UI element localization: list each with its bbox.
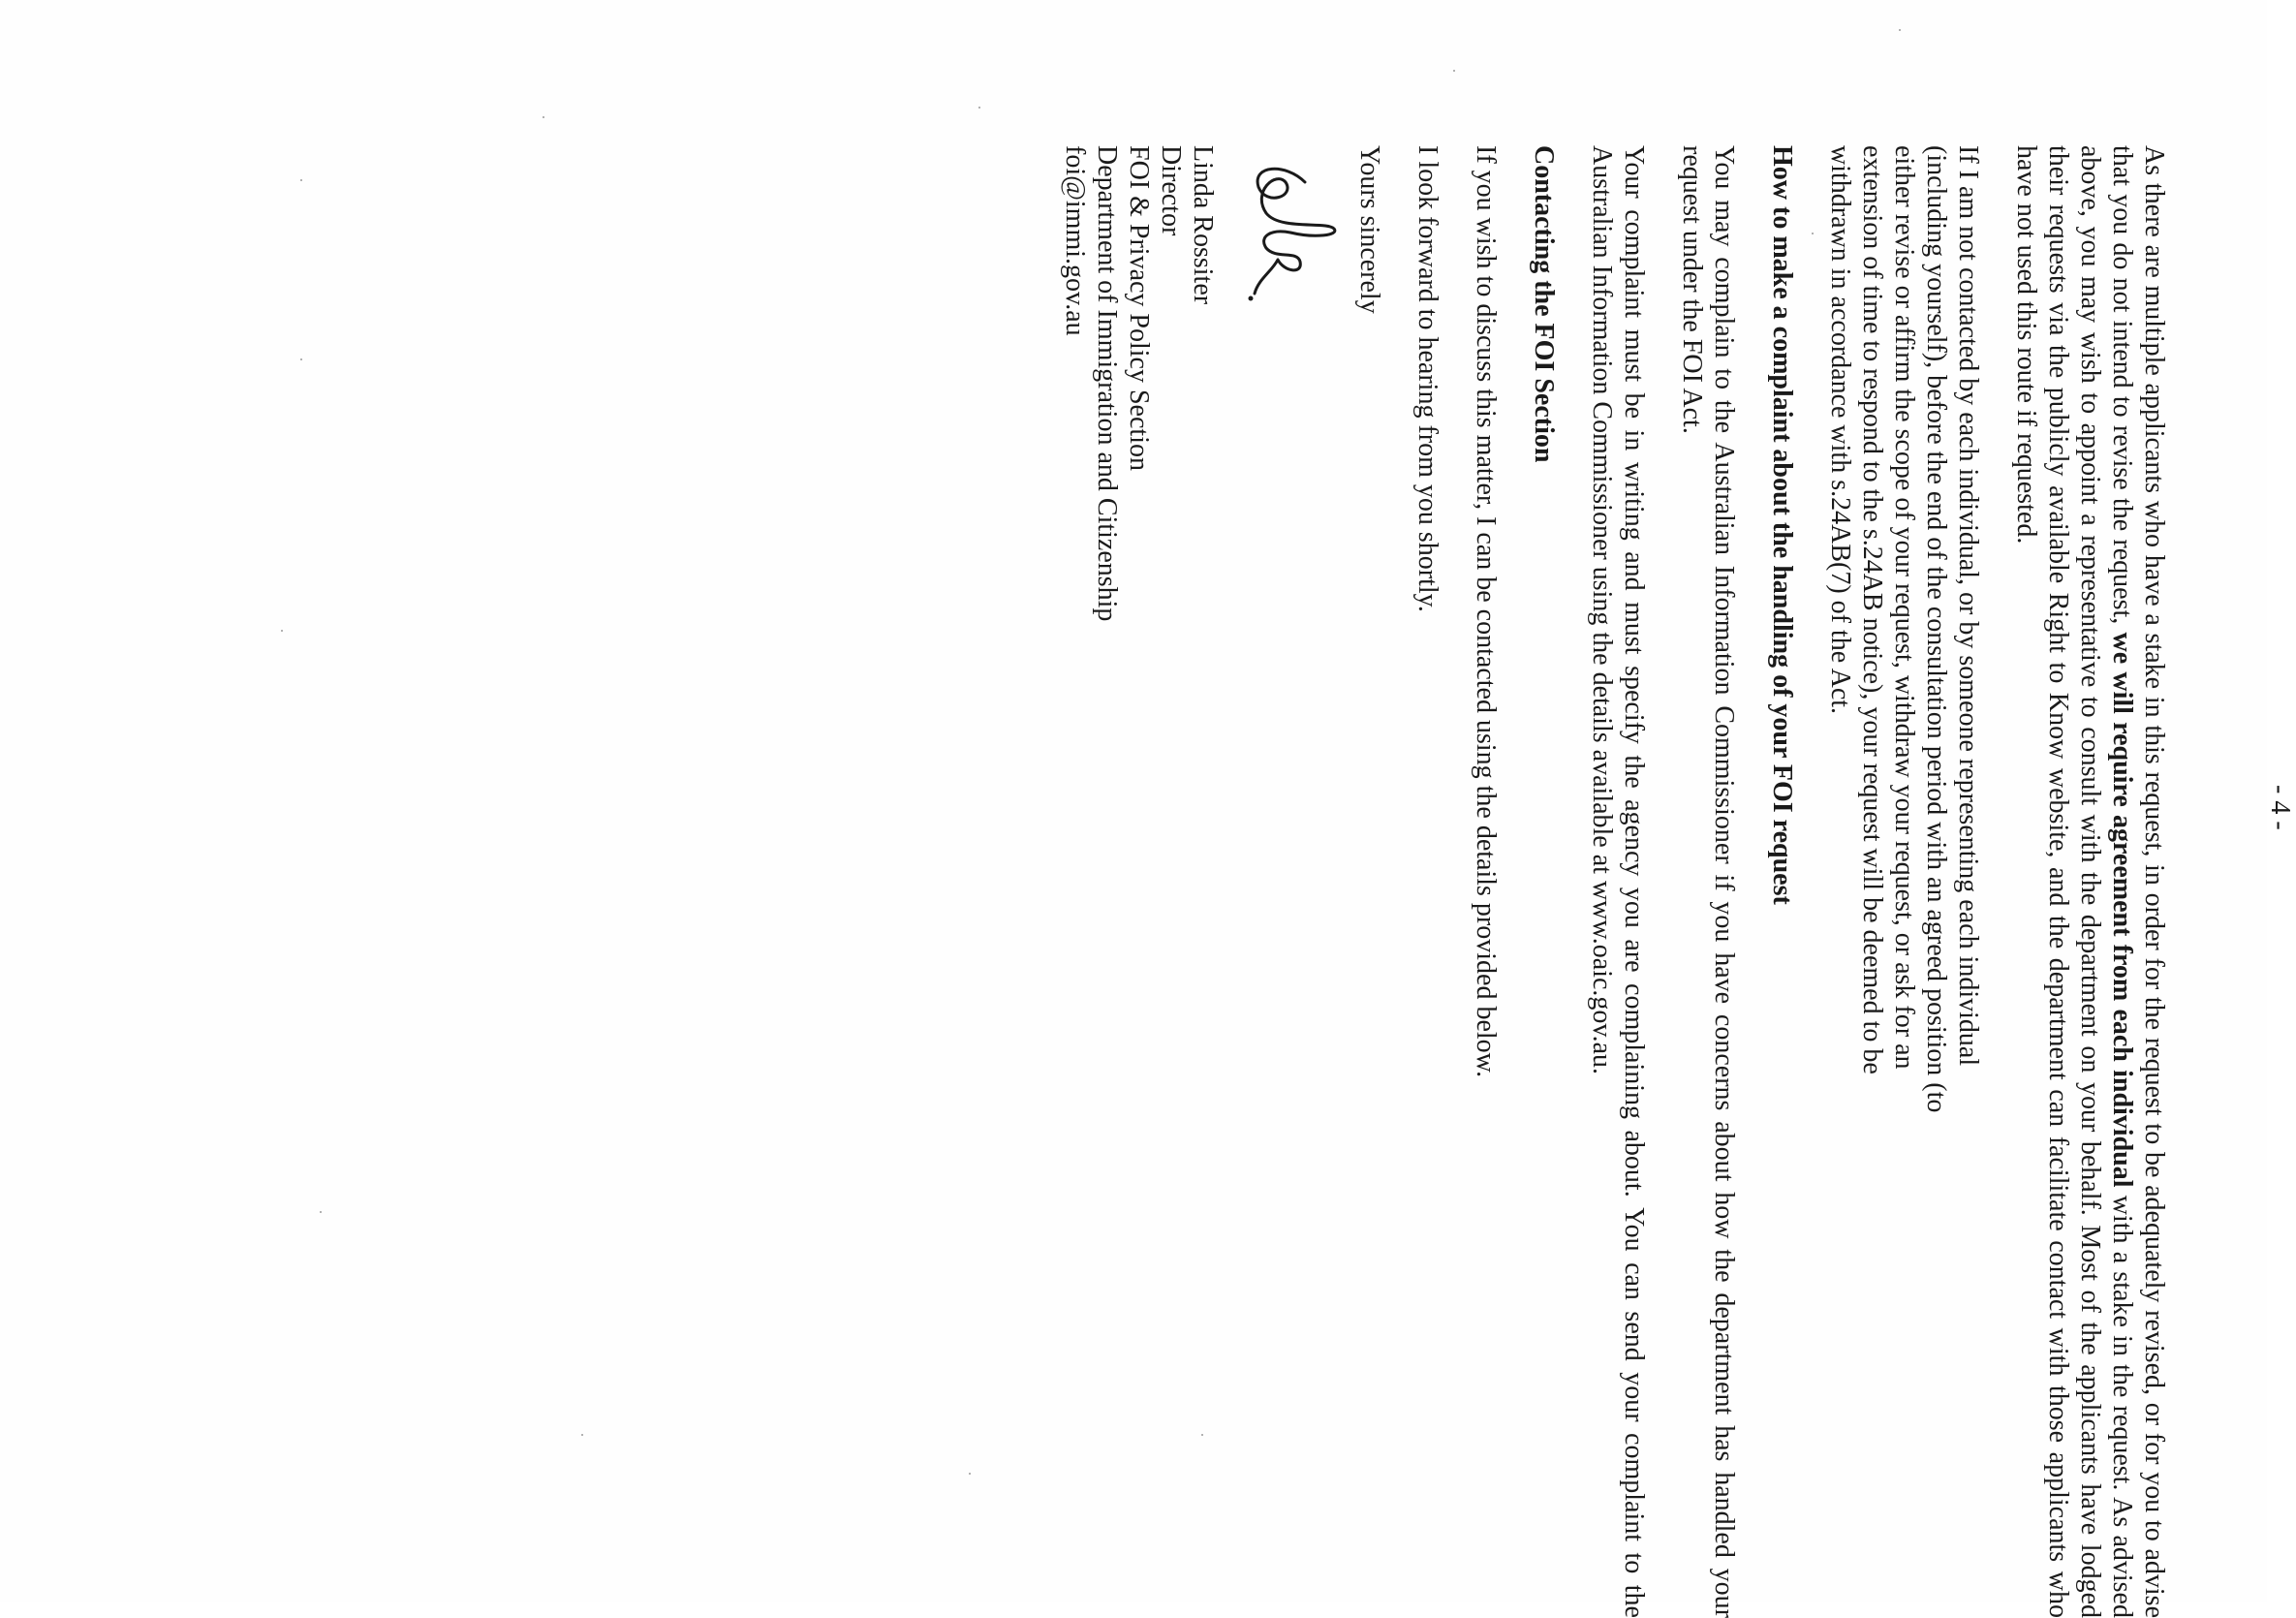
scan-speck (978, 107, 980, 109)
text-line: extension of time to respond to the s.24AB notice), your request will be deemed to be (1857, 145, 1887, 1074)
scan-speck (300, 358, 302, 360)
stake-text-bold: we will require agreement from each individual (2107, 632, 2137, 1188)
paragraph-complain: You may complain to the Australian Information Commissioner if you have concerns about how the department has handled your request under the FOI Act. (1677, 145, 1739, 1618)
scan-speck (969, 1473, 971, 1475)
signatory-section: FOI & Privacy Policy Section (1124, 145, 1154, 471)
heading-contact: Contacting the FOI Section (1529, 145, 1559, 463)
paragraph-complaint-writing: Your complaint must be in writing and must specify the agency you are complaining about. You can send your complaint to the Australian Information Commissioner using the details available at www.oaic.gov.au. (1587, 145, 1649, 1618)
paragraph-multiple-applicants (2010, 145, 2170, 1618)
scan-speck (1201, 1434, 1203, 1436)
scan-speck (1453, 70, 1455, 72)
text-line: (including yourself), before the end of the consultation period with an agreed position (to (1921, 145, 1951, 1113)
closing-salutation: Yours sincerely (1354, 145, 1384, 314)
text-line: withdrawn in accordance with s.24AB(7) of the Act. (1825, 145, 1855, 715)
signatory-title: Director (1156, 145, 1186, 236)
paragraph-discuss: If you wish to discuss this matter, I can be contacted using the details provided below. (1471, 145, 1501, 1078)
paragraph-look-forward: I look forward to hearing from you shortly. (1412, 145, 1443, 612)
scan-speck (300, 179, 302, 181)
scan-speck (1899, 29, 1901, 31)
scan-speck (1812, 233, 1814, 234)
text-line: either revise or affirm the scope of your request, withdraw your request, or ask for an (1889, 145, 1919, 1070)
signature-block (1059, 145, 1219, 1618)
signatory-department: Department of Immigration and Citizenship (1092, 145, 1122, 622)
stake-text-end: with a stake in the request. As advised above, you may wish to appoint a representative to consult with the department on your behalf. Most of the applicants have lodged their requests via the publicly available Right to Know website, and the department can facilitate contact with those applicants who have not used this route if requested. (2011, 145, 2137, 1618)
signatory-name: Linda Rossiter (1188, 145, 1218, 305)
scan-speck (281, 630, 283, 632)
paragraph-not-contacted (1824, 145, 1984, 1618)
scan-speck (581, 1434, 583, 1436)
signatory-email: foi@immi.gov.au (1060, 145, 1090, 336)
scan-speck (543, 116, 544, 118)
stake-text-start: As there are multiple applicants who have a stake in this request, in order for the request to be adequately revised, or for you to advise that you do not intend to revise the request, (2107, 145, 2169, 1618)
rotated-letter-content (1059, 145, 2295, 1618)
text-line: If I am not contacted by each individual, or by someone representing each individual (1953, 145, 1983, 1067)
heading-complaint: How to make a complaint about the handling of your FOI request (1767, 145, 1797, 905)
scan-speck (320, 1211, 322, 1213)
page-number: - 4 - (2265, 785, 2295, 830)
handwritten-signature (1242, 153, 1344, 308)
